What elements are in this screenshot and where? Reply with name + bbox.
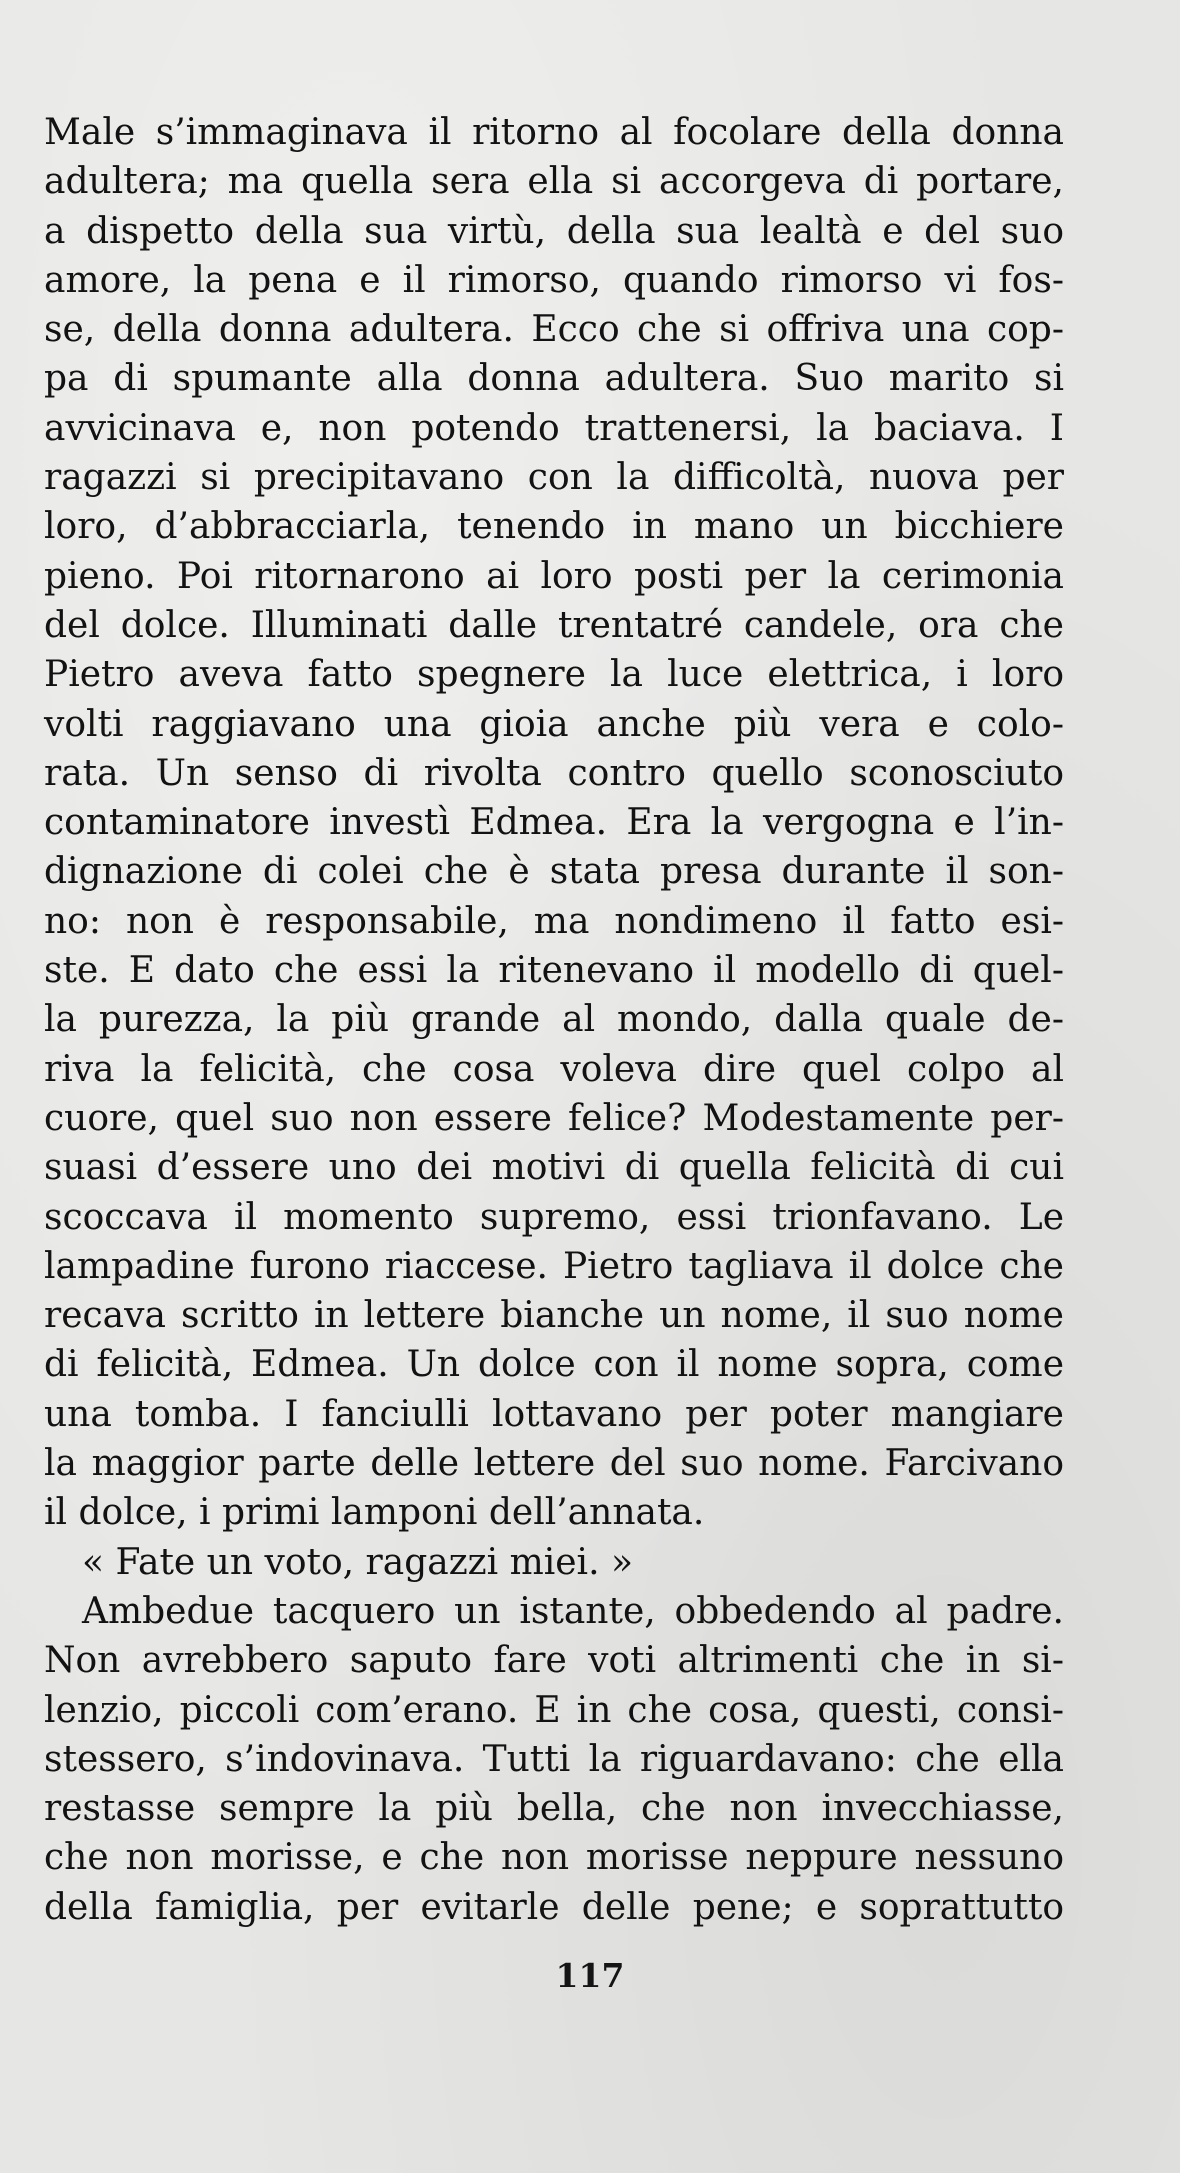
text-line: scoccava il momento supremo, essi trionfavano. Le xyxy=(44,1196,1064,1238)
text-line: pieno. Poi ritornarono ai loro posti per la cerimonia xyxy=(44,555,1064,597)
text-line: ragazzi si precipitavano con la difficoltà, nuova per xyxy=(44,457,1064,499)
page-number: 117 xyxy=(555,1956,625,1995)
text-line: cuore, quel suo non essere felice? Modestamente per- xyxy=(44,1097,1064,1139)
text-line: stessero, s’indovinava. Tutti la riguardavano: che ella xyxy=(44,1738,1064,1780)
text-line: contaminatore investì Edmea. Era la vergogna e l’in- xyxy=(44,802,1064,844)
text-line: dignazione di colei che è stata presa durante il son- xyxy=(44,851,1064,893)
text-line: no: non è responsabile, ma nondimeno il fatto esi- xyxy=(44,900,1064,942)
text-line: Non avrebbero saputo fare voti altrimenti che in si- xyxy=(44,1640,1064,1682)
text-line: lenzio, piccoli com’erano. E in che cosa, questi, consi- xyxy=(44,1689,1064,1731)
body-text xyxy=(44,108,1064,1932)
paragraph-start-line: Ambedue tacquero un istante, obbedendo al padre. xyxy=(82,1590,1064,1632)
text-line: la purezza, la più grande al mondo, dalla quale de- xyxy=(44,999,1064,1041)
text-line: loro, d’abbracciarla, tenendo in mano un bicchiere xyxy=(44,506,1064,548)
text-line: del dolce. Illuminati dalle trentatré candele, ora che xyxy=(44,604,1064,646)
text-line: lampadine furono riaccese. Pietro tagliava il dolce che xyxy=(44,1245,1064,1287)
text-line: suasi d’essere uno dei motivi di quella felicità di cui xyxy=(44,1147,1064,1189)
text-line: avvicinava e, non potendo trattenersi, la baciava. I xyxy=(44,407,1064,449)
text-line: Male s’immaginava il ritorno al focolare della donna xyxy=(44,112,1064,153)
text-line: volti raggiavano una gioia anche più vera e colo- xyxy=(44,703,1064,745)
text-line: che non morisse, e che non morisse neppure nessuno xyxy=(44,1837,1064,1879)
text-line: Pietro aveva fatto spegnere la luce elettrica, i loro xyxy=(44,654,1064,696)
text-line: riva la felicità, che cosa voleva dire quel colpo al xyxy=(44,1048,1064,1090)
text-line: ste. E dato che essi la ritenevano il modello di quel- xyxy=(44,950,1064,992)
text-line: amore, la pena e il rimorso, quando rimorso vi fos- xyxy=(44,259,1064,301)
dialogue-line: « Fate un voto, ragazzi miei. » xyxy=(82,1541,633,1583)
text-line: pa di spumante alla donna adultera. Suo marito si xyxy=(44,358,1064,400)
text-line: se, della donna adultera. Ecco che si offriva una cop- xyxy=(44,309,1064,351)
text-line: a dispetto della sua virtù, della sua lealtà e del suo xyxy=(44,210,1064,252)
text-line: adultera; ma quella sera ella si accorgeva di portare, xyxy=(44,161,1064,203)
text-line: recava scritto in lettere bianche un nome, il suo nome xyxy=(44,1295,1064,1337)
text-line: restasse sempre la più bella, che non invecchiasse, xyxy=(44,1788,1064,1830)
text-line: di felicità, Edmea. Un dolce con il nome sopra, come xyxy=(44,1344,1064,1386)
text-line: rata. Un senso di rivolta contro quello sconosciuto xyxy=(44,752,1064,794)
text-line: una tomba. I fanciulli lottavano per poter mangiare xyxy=(44,1393,1064,1435)
text-line: della famiglia, per evitarle delle pene; e soprattutto xyxy=(44,1886,1064,1928)
text-line: la maggior parte delle lettere del suo nome. Farcivano xyxy=(44,1443,1064,1485)
paragraph-end-line: il dolce, i primi lamponi dell’annata. xyxy=(44,1492,705,1534)
